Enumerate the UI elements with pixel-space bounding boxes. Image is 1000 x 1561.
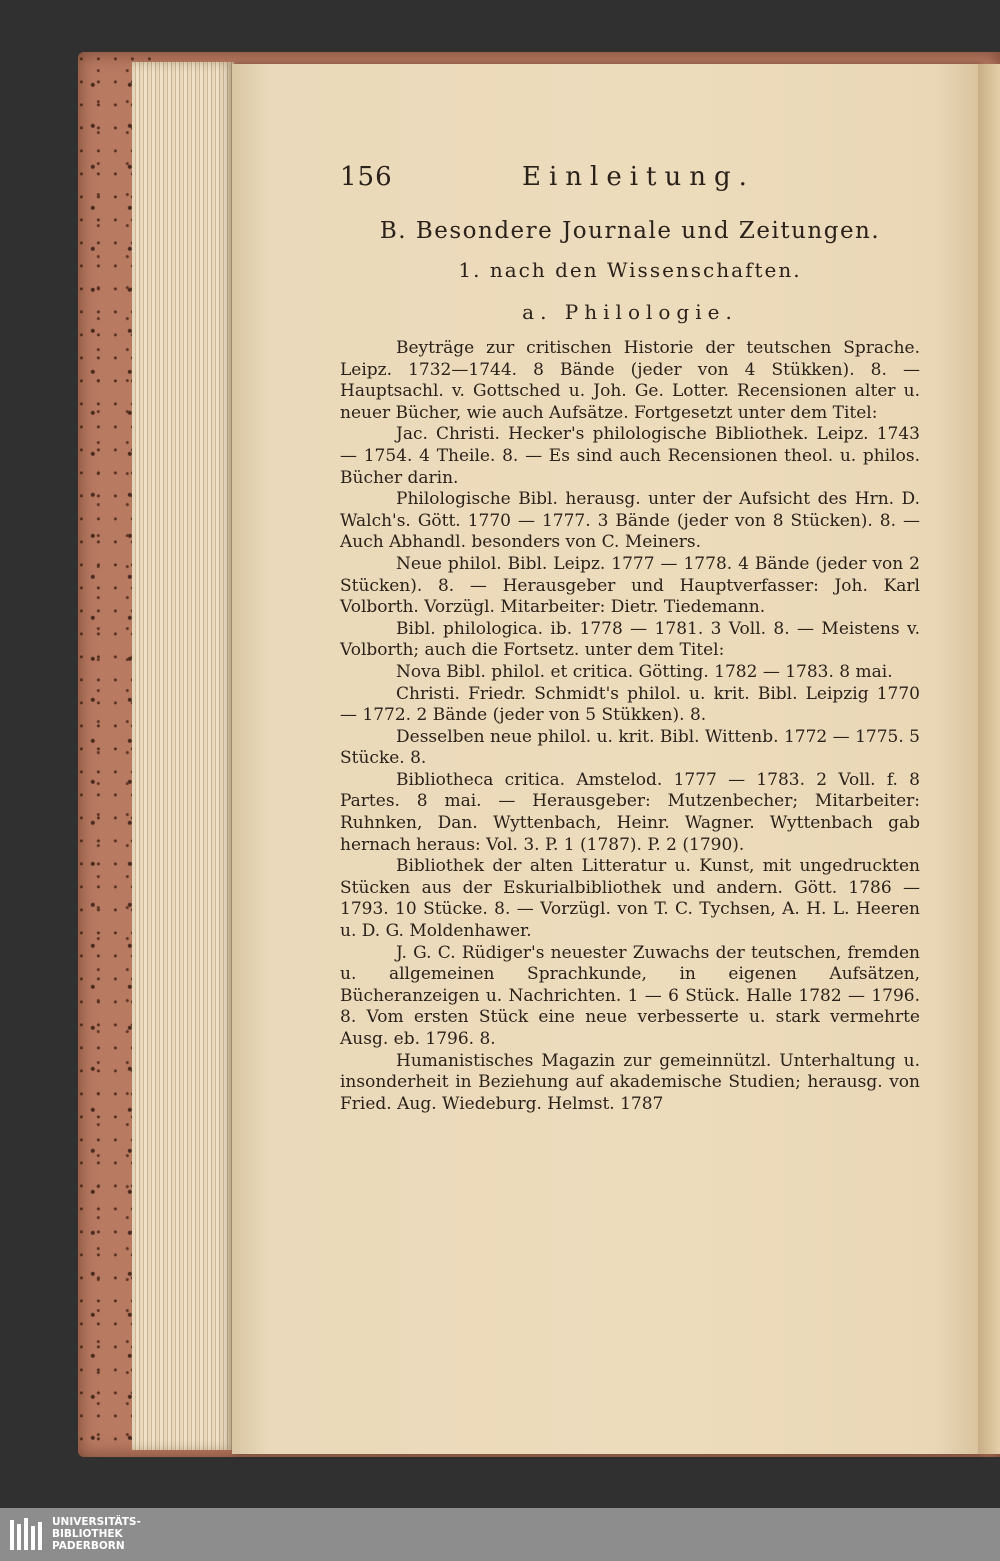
page-number: 156 — [340, 162, 393, 192]
subsection-title: 1. nach den Wissenschaften. — [458, 258, 802, 282]
logo-line: PADERBORN — [52, 1540, 125, 1552]
running-head: Einleitung. — [522, 162, 755, 192]
library-logo-text — [52, 1516, 141, 1552]
bibliography-entry: Jac. Christi. Hecker's philologische Bibliothek. Leipz. 1743 — 1754. 4 Theile. 8. — Es sind auch Recensionen theol. u. philos. Bücher darin. — [340, 424, 920, 488]
section-title: B. Besondere Journale und Zeitungen. — [379, 218, 881, 244]
bibliography-entry: Humanistisches Magazin zur gemeinnützl. Unterhaltung u. insonderheit in Beziehung auf akademische Studien; herausg. von Fried. Aug. Wiedeburg. Helmst. 1787 — [340, 1050, 920, 1114]
bibliography-entry: Bibliotheca critica. Amstelod. 1777 — 1783. 2 Voll. f. 8 Partes. 8 mai. — Herausgeber: Mutzenbecher; Mitarbeiter: Ruhnken, Dan. Wyttenbach, Heinr. Wagner. Wyttenbach gab hernach heraus: Vol. 3. P. 1 (1787). P. 2 (1790). — [340, 769, 920, 855]
subsubsection-title: a. Philologie. — [522, 300, 738, 324]
page-header — [340, 160, 920, 204]
bibliography-entry: Philologische Bibl. herausg. unter der Aufsicht des Hrn. D. Walch's. Gött. 1770 — 1777. 3 Bände (jeder von 8 Stücken). 8. — Auch Abhandl. besonders von C. Meiners. — [340, 489, 920, 553]
bibliography-entry: Christi. Friedr. Schmidt's philol. u. krit. Bibl. Leipzig 1770 — 1772. 2 Bände (jeder von 5 Stükken). 8. — [340, 683, 920, 726]
bibliography-entry: Bibliothek der alten Litteratur u. Kunst, mit ungedruckten Stücken aus der Eskurialbibliothek und andern. Gött. 1786 — 1793. 10 Stücke. 8. — Vorzügl. von T. C. Tychsen, A. H. L. Heeren u. D. G. Moldenhawer. — [340, 856, 920, 942]
bibliography-entry: Bibl. philologica. ib. 1778 — 1781. 3 Voll. 8. — Meistens v. Volborth; auch die Fortsetz. unter dem Titel: — [340, 618, 920, 661]
bibliography-entry: Neue philol. Bibl. Leipz. 1777 — 1778. 4 Bände (jeder von 2 Stücken). 8. — Herausgeber und Hauptverfasser: Joh. Karl Volborth. Vorzügl. Mitarbeiter: Dietr. Tiedemann. — [340, 553, 920, 618]
bibliography-entry: Nova Bibl. philol. et critica. Götting. 1782 — 1783. 8 mai. — [396, 661, 893, 682]
bibliography-entry: Beyträge zur critischen Historie der teutschen Sprache. Leipz. 1732—1744. 8 Bände (jeder von 4 Stükken). 8. — Hauptsachl. v. Gottsched u. Joh. Ge. Lotter. Recensionen alter u. neuer Bücher, wie auch Aufsätze. Fortgesetzt unter dem Titel: — [340, 338, 920, 423]
page-text — [340, 160, 920, 1115]
bibliography-entries — [340, 338, 920, 1115]
library-footer — [0, 1508, 1000, 1561]
bibliography-entry: Desselben neue philol. u. krit. Bibl. Wittenb. 1772 — 1775. 5 Stücke. 8. — [340, 726, 920, 769]
logo-line: BIBLIOTHEK — [52, 1528, 123, 1540]
bibliography-entry: J. G. C. Rüdiger's neuester Zuwachs der teutschen, fremden u. allgemeinen Sprachkunde, in eigenen Aufsätzen, Bücheranzeigen u. Nachrichten. 1 — 6 Stück. Halle 1782 — 1796. 8. Vom ersten Stück eine neue verbesserte u. stark vermehrte Ausg. eb. 1796. 8. — [340, 942, 920, 1049]
page-edges — [132, 62, 234, 1450]
right-page-edge — [978, 64, 1000, 1454]
library-logo-icon — [8, 1516, 44, 1554]
logo-line: UNIVERSITÄTS- — [52, 1516, 141, 1528]
